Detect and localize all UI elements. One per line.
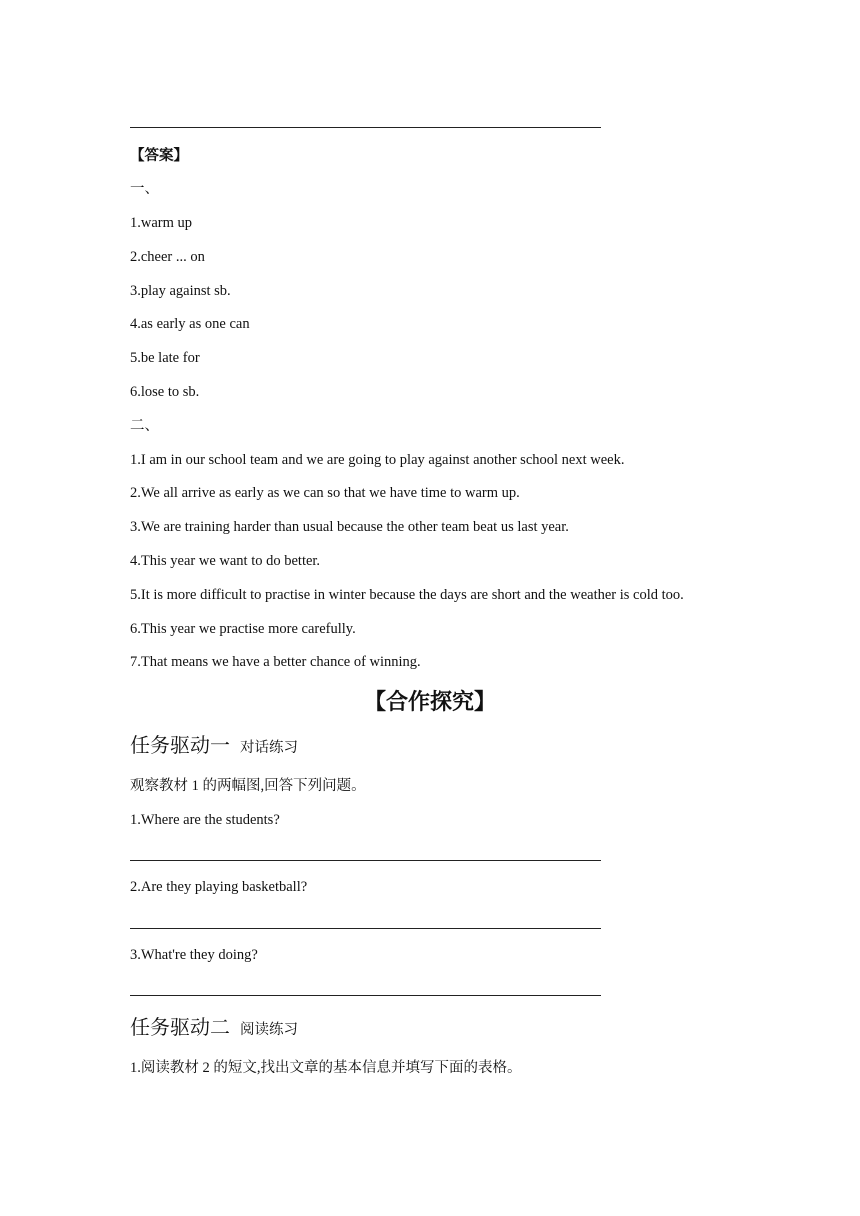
question-item: 1.Where are the students? bbox=[130, 812, 280, 828]
task-one-heading bbox=[130, 733, 298, 761]
task-two-title: 任务驱动二 bbox=[130, 1017, 230, 1039]
sentence-item: 2.We all arrive as early as we can so that we have time to warm up. bbox=[130, 485, 520, 501]
phrase-item: 2.cheer ... on bbox=[130, 249, 205, 265]
phrase-item: 1.warm up bbox=[130, 215, 193, 231]
sentence-item: 6.This year we practise more carefully. bbox=[130, 621, 356, 637]
task-two-instruction: 1.阅读教材 2 的短文,找出文章的基本信息并填写下面的表格。 bbox=[130, 1060, 522, 1076]
question-item: 2.Are they playing basketball? bbox=[130, 879, 308, 895]
answer-blank-line bbox=[130, 127, 601, 128]
answer-blank-line bbox=[130, 860, 601, 861]
phrase-item: 3.play against sb. bbox=[130, 283, 231, 299]
section-two-label: 二、 bbox=[130, 418, 159, 434]
phrase-item: 6.lose to sb. bbox=[130, 384, 200, 400]
task-one-title: 任务驱动一 bbox=[130, 735, 230, 757]
sentence-item: 4.This year we want to do better. bbox=[130, 553, 321, 569]
task-two-heading bbox=[130, 1015, 298, 1043]
sentence-item: 5.It is more difficult to practise in winter because the days are short and the weather is cold too. bbox=[130, 587, 684, 603]
phrase-item: 5.be late for bbox=[130, 350, 200, 366]
task-two-subtitle: 阅读练习 bbox=[240, 1022, 298, 1038]
answer-header: 【答案】 bbox=[130, 148, 188, 164]
answer-blank-line bbox=[130, 995, 601, 996]
task-one-instruction: 观察教材 1 的两幅图,回答下列问题。 bbox=[130, 778, 366, 794]
sentence-item: 7.That means we have a better chance of winning. bbox=[130, 654, 421, 670]
section-one-label: 一、 bbox=[130, 181, 159, 197]
question-item: 3.What're they doing? bbox=[130, 947, 258, 963]
task-one-subtitle: 对话练习 bbox=[240, 740, 298, 756]
sentence-item: 1.I am in our school team and we are going to play against another school next week. bbox=[130, 452, 625, 468]
phrase-item: 4.as early as one can bbox=[130, 316, 250, 332]
answer-blank-line bbox=[130, 928, 601, 929]
sentence-item: 3.We are training harder than usual because the other team beat us last year. bbox=[130, 519, 569, 535]
cooperative-inquiry-title: 【合作探究】 bbox=[363, 689, 496, 714]
